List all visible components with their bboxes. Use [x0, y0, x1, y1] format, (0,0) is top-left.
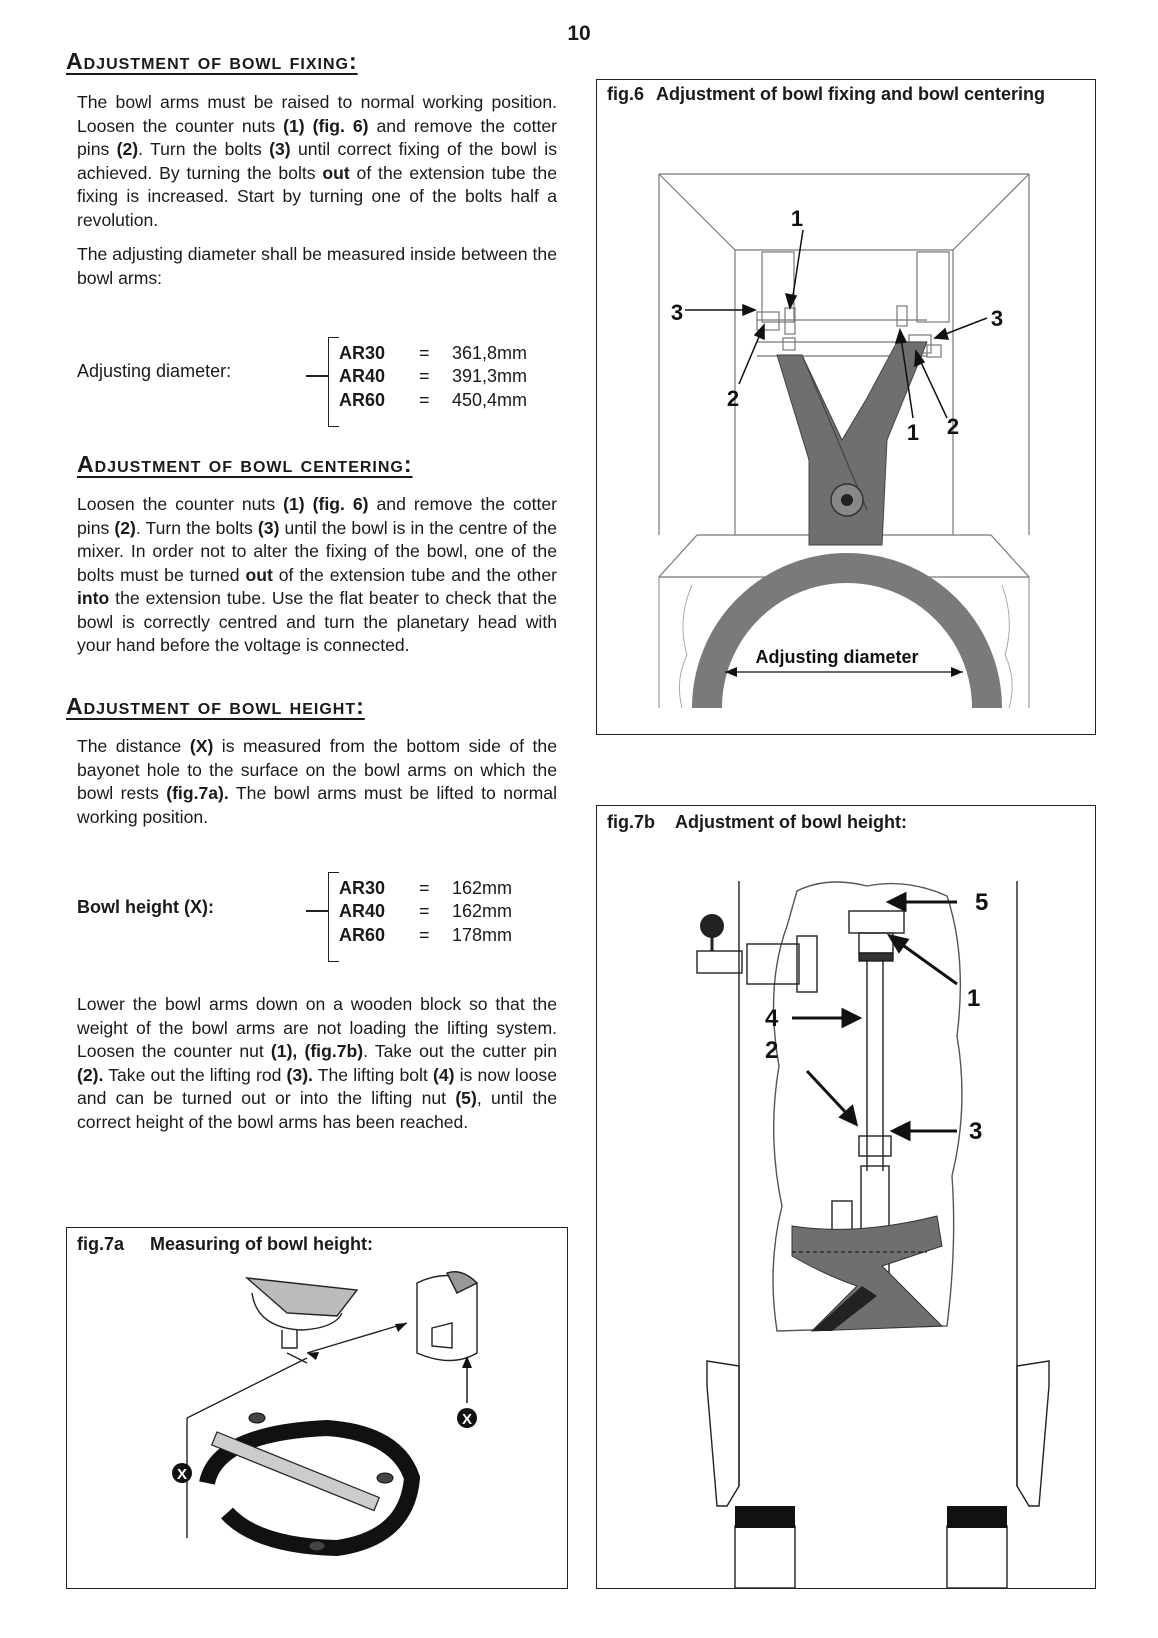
paragraph-bowl-height-2: Lower the bowl arms down on a wooden block so that the weight of the bowl arms are not loading the lifting system. Loosen the counter nut (1), (fig.7b). Take out the cutter pin (2). Take out the lifting rod (3). The lifting bolt (4) is now loose and can be turned out or into the lifting nut (5), until the correct height of the bowl arms has been reached.	[77, 994, 558, 1132]
fig6-label-3-right: 3	[990, 306, 1004, 331]
figure-7a-drawing	[67, 1228, 567, 1588]
fig7b-label-2: 2	[765, 1037, 779, 1064]
adjusting-diameter-text: Adjusting diameter	[755, 647, 919, 667]
figure-6-drawing	[597, 80, 1095, 734]
page-number: 10	[567, 22, 591, 45]
figure-7b	[596, 805, 1096, 1589]
heading-bowl-height: Adjustment of bowl height:	[66, 693, 365, 719]
adjusting-diameter-label: Adjusting diameter:	[77, 361, 232, 381]
fig7b-label-1: 1	[967, 985, 981, 1012]
fig6-label-2-left: 2	[726, 386, 740, 411]
paragraph-adjusting-diameter-intro: The adjusting diameter shall be measured inside between the bowl arms:	[77, 244, 557, 288]
figure-7b-caption: fig.7b Adjustment of bowl height:	[607, 812, 907, 832]
figure-7a-caption: fig.7a Measuring of bowl height:	[77, 1234, 374, 1254]
heading-bowl-fixing: Adjustment of bowl fixing:	[66, 48, 358, 74]
figure-6	[596, 79, 1096, 735]
figure-7b-drawing	[597, 806, 1095, 1588]
fig6-label-1-bottom: 1	[906, 420, 920, 445]
paragraph-bowl-centering: Loosen the counter nuts (1) (fig. 6) and remove the cotter pins (2). Turn the bolts (3) until the bowl is in the centre of the mixer. In order not to alter the fixing of the bowl, one of the bolts must be turned out of the extension tube and the other into the extension tube. Use the flat beater to check that the bowl is correctly centred and turn the planetary head with your hand before the voltage is connected.	[77, 494, 557, 655]
paragraph-bowl-height-1: The distance (X) is measured from the bottom side of the bayonet hole to the surface on the bowl arms on which the bowl rests (fig.7a). The bowl arms must be lifted to normal working position.	[77, 736, 558, 827]
figure-6-caption: fig.6 Adjustment of bowl fixing and bowl centering	[607, 84, 1046, 104]
fig7b-label-5: 5	[975, 889, 989, 916]
fig7b-label-4: 4	[765, 1005, 779, 1032]
fig7a-marker-x-left: X	[176, 1466, 188, 1483]
fig6-label-3-left: 3	[670, 300, 684, 325]
heading-bowl-centering: Adjustment of bowl centering:	[77, 451, 413, 477]
fig6-label-1: 1	[790, 206, 804, 231]
fig6-label-2-right: 2	[946, 414, 960, 439]
bowl-height-label: Bowl height (X):	[77, 897, 214, 917]
paragraph-bowl-fixing: The bowl arms must be raised to normal working position. Loosen the counter nuts (1) (fig. 6) and remove the cotter pins (2). Turn the bolts (3) until correct fixing of the bowl is achieved. By turning the bolts out of the extension tube the fixing is increased. Start by turning one of the bolts half a revolution.	[77, 92, 557, 230]
fig7b-label-3: 3	[969, 1118, 983, 1145]
figure-7a	[66, 1227, 568, 1589]
fig7a-marker-x-right: X	[461, 1411, 473, 1428]
